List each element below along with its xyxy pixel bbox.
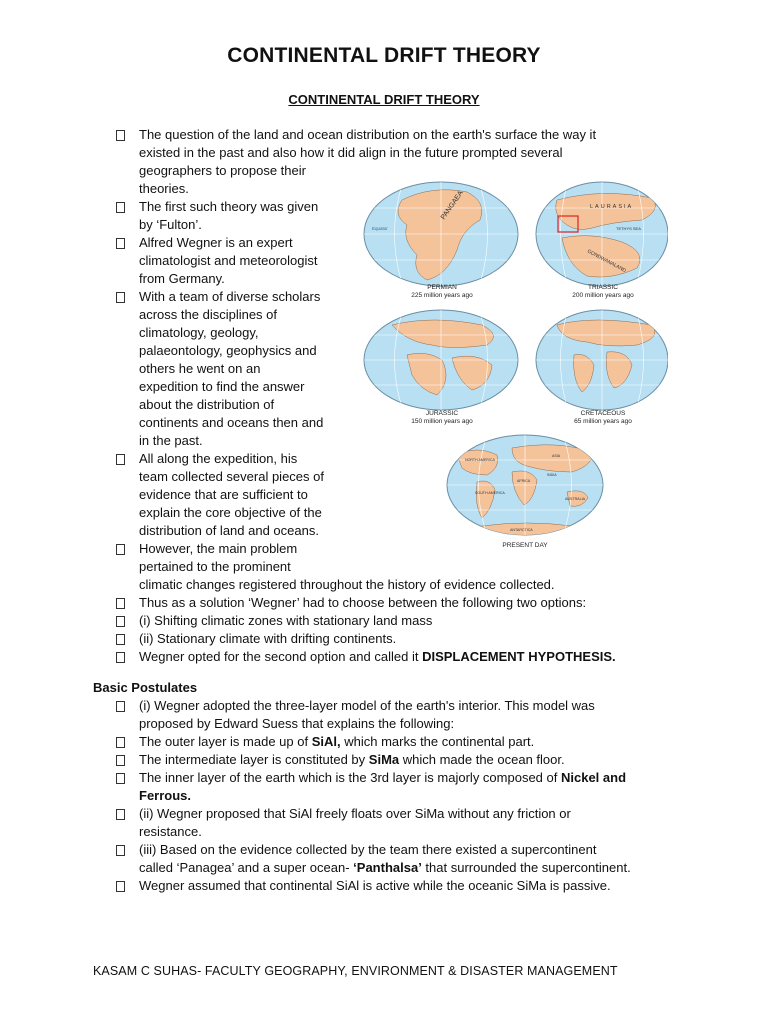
page-title: CONTINENTAL DRIFT THEORY [227,44,541,67]
map-triassic [536,182,668,286]
list-item-text [139,733,534,751]
text-run: Wegner opted for the second option and called it [139,649,423,664]
list-item-text: Alfred Wegner is an expert [139,235,293,250]
list-item-text: by ‘Fulton’. [139,217,202,232]
list-item-text [139,769,626,787]
continental-drift-maps-figure [362,180,668,560]
caption-name: TRIASSIC [588,284,618,291]
text-run: The outer layer is made up of [139,734,312,749]
caption-age: 225 million years ago [411,292,473,299]
list-item-text: Wegner assumed that continental SiAl is active while the oceanic SiMa is passive. [139,878,611,893]
list-item-text: (ii) Wegner proposed that SiAl freely floats over SiMa without any friction or [139,806,571,821]
gondwanaland-label: GONDWANALAND [586,248,627,275]
text-run: called ‘Panagea’ and a super ocean- [139,860,354,875]
list-item-text: (iii) Based on the evidence collected by the team there existed a supercontinent [139,842,597,857]
list-item-text: With a team of diverse scholars [139,289,321,304]
ferrous-term: Ferrous. [139,788,192,803]
displacement-hypothesis-term: DISPLACEMENT HYPOTHESIS. [422,649,616,664]
sima-term: SiMa [368,752,400,767]
list-item-text: from Germany. [139,271,225,286]
list-item-text [139,859,631,877]
map-permian [364,182,518,286]
list-item-text: (i) Wegner adopted the three-layer model of the earth's interior. This model was [139,698,595,713]
map-cretaceous [536,310,668,410]
panthalsa-term: ‘Panthalsa’ [353,860,422,875]
nickel-term: Nickel and [560,770,627,785]
map-jurassic [364,310,518,410]
map-present-day [447,435,603,540]
list-item-text [139,648,616,666]
list-item-text: (i) Shifting climatic zones with stationary land mass [139,613,433,628]
list-item-text: about the distribution of [139,397,275,412]
list-item-text: proposed by Edward Suess that explains the following: [139,716,455,731]
list-item-text: All along the expedition, his [139,451,298,466]
list-item-text: The first such theory was given [139,199,319,214]
caption-present-day [480,542,570,550]
list-item-text: (ii) Stationary climate with drifting continents. [139,631,397,646]
caption-permian [397,284,487,300]
laurasia-label: LAURASIA [590,204,634,210]
caption-age: 200 million years ago [572,292,634,299]
list-item-text: continents and oceans then and [139,415,324,430]
list-item-text: geographers to propose their [139,163,306,178]
list-item-text: climatic changes registered throughout the history of evidence collected. [139,577,555,592]
caption-age: 65 million years ago [574,418,632,425]
caption-name: PRESENT DAY [502,542,548,549]
list-item-text: The question of the land and ocean distribution on the earth's surface the way it [139,127,597,142]
basic-postulates-heading: Basic Postulates [93,680,198,695]
sial-term: SiAl, [311,734,341,749]
tethys-label: TETHYS SEA [616,226,641,231]
list-item-text: climatology, geology, [139,325,259,340]
pangaea-label: PANGAEA [439,189,465,222]
text-run: which made the ocean floor. [399,752,565,767]
australia-label: AUSTRALIA [565,497,585,501]
list-item-text: team collected several pieces of [139,469,324,484]
caption-age: 150 million years ago [411,418,473,425]
list-item-text: palaeontology, geophysics and [139,343,317,358]
section-subtitle: CONTINENTAL DRIFT THEORY [288,92,480,107]
list-item-text: explain the core objective of the [139,505,322,520]
equator-label: Equator [372,226,388,231]
south-america-label: SOUTH AMERICA [475,491,505,495]
africa-label: AFRICA [517,479,531,483]
text-run: that surrounded the supercontinent. [421,860,631,875]
list-item-text: pertained to the prominent [139,559,291,574]
list-item-text: resistance. [139,824,202,839]
list-item-text: climatologist and meteorologist [139,253,318,268]
list-item-text: Thus as a solution ‘Wegner’ had to choose between the following two options: [139,595,587,610]
caption-name: CRETACEOUS [580,410,626,417]
list-item-text: expedition to find the answer [139,379,305,394]
caption-jurassic [397,410,487,426]
caption-name: PERMIAN [427,284,457,291]
india-label: INDIA [547,473,557,477]
list-item-text: in the past. [139,433,203,448]
list-item-text: across the disciplines of [139,307,278,322]
list-item-text: evidence that are sufficient to [139,487,308,502]
text-run: The intermediate layer is constituted by [139,752,369,767]
north-america-label: NORTH AMERICA [465,458,495,462]
list-item-text: existed in the past and also how it did align in the future prompted several [139,145,563,160]
text-run: The inner layer of the earth which is the 3rd layer is majorly composed of [139,770,561,785]
list-item-text: However, the main problem [139,541,298,556]
page-footer: KASAM C SUHAS- FACULTY GEOGRAPHY, ENVIRONMENT & DISASTER MANAGEMENT [93,964,618,978]
list-item-text: others he went on an [139,361,261,376]
list-item-text: distribution of land and oceans. [139,523,319,538]
text-run: which marks the continental part. [340,734,535,749]
antarctica-label: ANTARCTICA [510,528,533,532]
caption-cretaceous [558,410,648,426]
maps-svg [362,180,668,560]
caption-triassic [558,284,648,300]
list-item-text: theories. [139,181,189,196]
asia-label: ASIA [552,454,561,458]
list-item-text [139,751,565,769]
caption-name: JURASSIC [425,410,459,417]
